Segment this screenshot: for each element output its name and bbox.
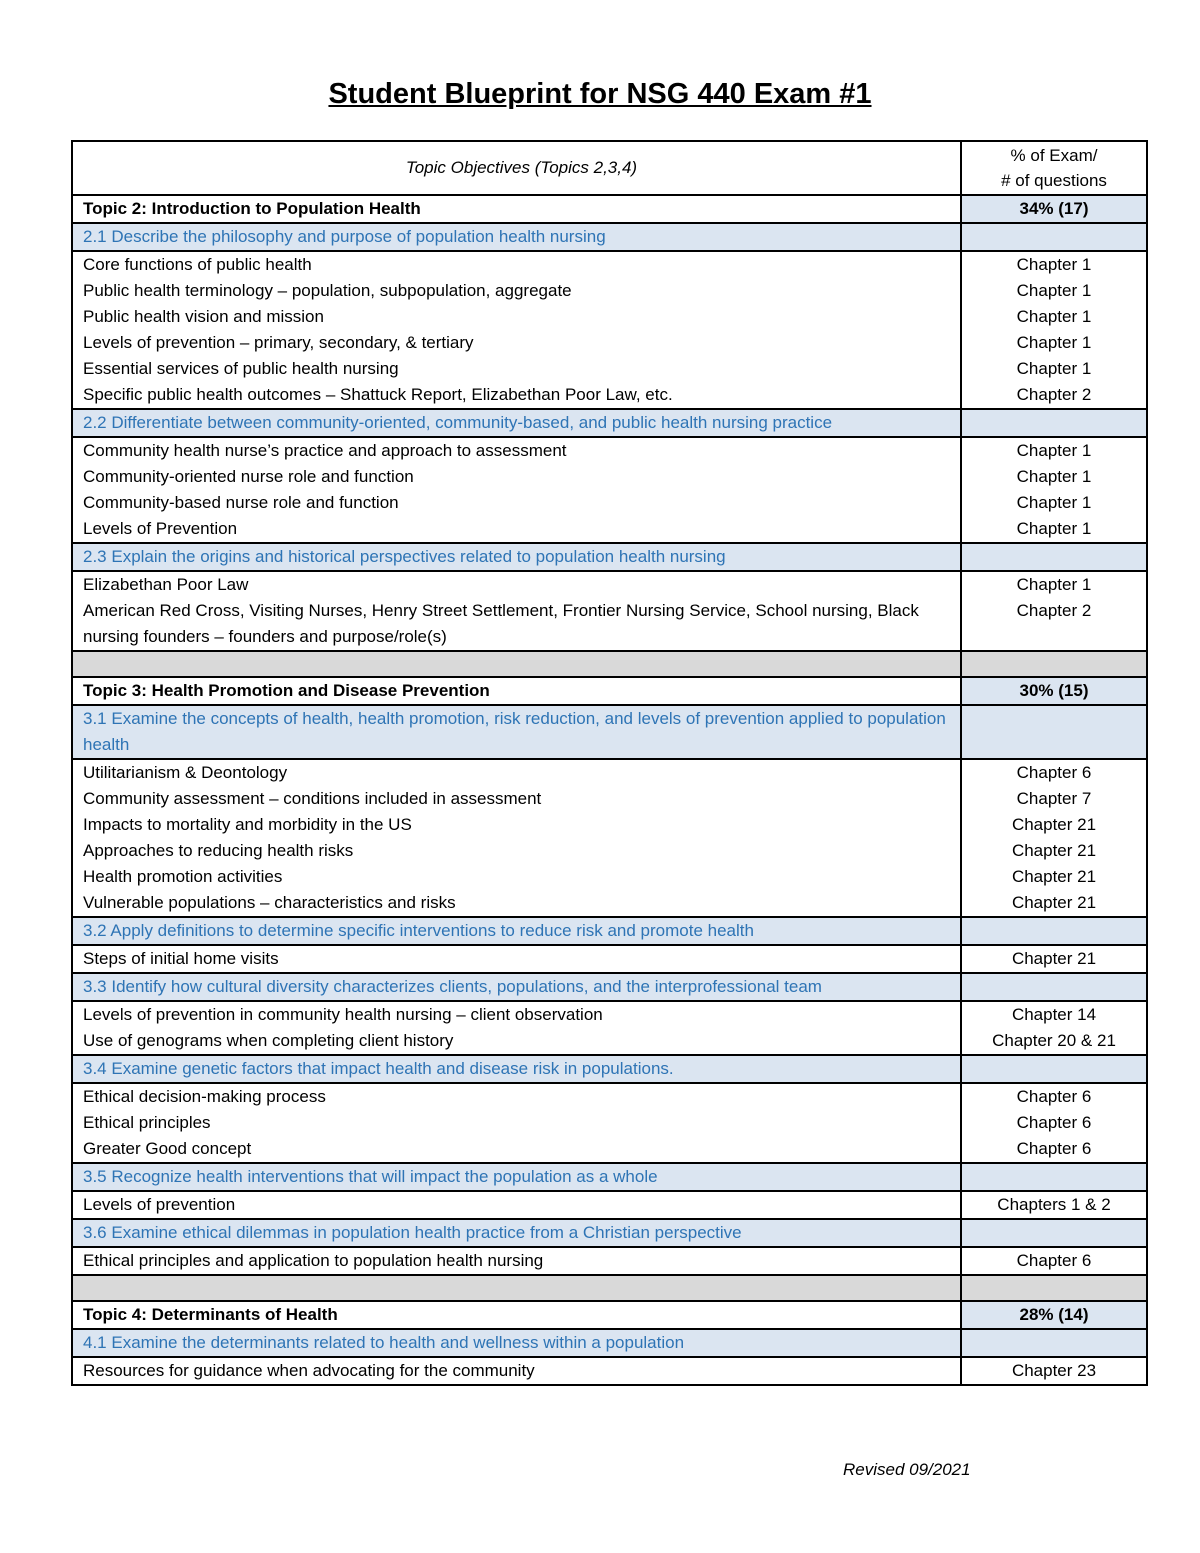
content-items-cell (72, 1247, 961, 1275)
content-row (72, 759, 1147, 917)
content-item: Approaches to reducing health risks (83, 841, 354, 860)
chapter-reference: Chapter 1 (1016, 467, 1092, 486)
content-item: Ethical principles and application to population health nursing (83, 1251, 544, 1270)
content-item: Steps of initial home visits (83, 949, 279, 968)
content-items-cell (72, 759, 961, 917)
objective-title: 2.1 Describe the philosophy and purpose of population health nursing (72, 223, 961, 251)
chapter-reference: Chapter 6 (1016, 1139, 1092, 1158)
separator-cell (72, 651, 961, 677)
chapter-reference: Chapter 23 (1011, 1361, 1097, 1380)
table-header-row (72, 141, 1147, 195)
content-item: Community health nurse’s practice and approach to assessment (83, 441, 567, 460)
objective-row (72, 1329, 1147, 1357)
chapter-cell (961, 1247, 1147, 1275)
objective-title: 3.3 Identify how cultural diversity characterizes clients, populations, and the interprofessional team (72, 973, 961, 1001)
content-item: Levels of prevention – primary, secondary, & tertiary (83, 333, 474, 352)
topic-row (72, 677, 1147, 705)
content-items-cell (72, 1083, 961, 1163)
chapter-reference: Chapter 21 (1011, 949, 1097, 968)
chapter-cell (961, 945, 1147, 973)
percent-header-line2: # of questions (1001, 171, 1107, 190)
objective-row (72, 705, 1147, 759)
content-item: Levels of Prevention (83, 519, 238, 538)
objective-row (72, 1163, 1147, 1191)
chapter-reference: Chapter 6 (1016, 1087, 1092, 1106)
objective-percent-cell (961, 409, 1147, 437)
content-row (72, 437, 1147, 543)
content-items-cell (72, 571, 961, 651)
objective-percent-cell (961, 1329, 1147, 1357)
content-item: Levels of prevention (83, 1195, 236, 1214)
content-items-cell (72, 1191, 961, 1219)
content-item: Greater Good concept (83, 1139, 252, 1158)
chapter-cell (961, 571, 1147, 651)
content-item: Community assessment – conditions included in assessment (83, 789, 542, 808)
content-row (72, 1191, 1147, 1219)
objective-title: 3.4 Examine genetic factors that impact health and disease risk in populations. (72, 1055, 961, 1083)
chapter-reference: Chapter 1 (1016, 281, 1092, 300)
chapter-reference: Chapter 21 (1011, 815, 1097, 834)
chapter-reference: Chapter 2 (1016, 385, 1092, 404)
chapter-reference: Chapter 21 (1011, 893, 1097, 912)
separator-row (72, 1275, 1147, 1301)
chapter-reference: Chapter 1 (1016, 307, 1092, 326)
topic-percent: 28% (14) (961, 1301, 1147, 1329)
content-item: Core functions of public health (83, 255, 312, 274)
chapter-reference: Chapter 6 (1016, 763, 1092, 782)
chapter-reference: Chapter 1 (1016, 493, 1092, 512)
content-items-cell (72, 437, 961, 543)
chapter-cell (961, 1001, 1147, 1055)
objective-percent-cell (961, 1055, 1147, 1083)
chapter-cell (961, 1191, 1147, 1219)
chapter-reference: Chapter 6 (1016, 1113, 1092, 1132)
topic-title: Topic 2: Introduction to Population Health (72, 195, 961, 223)
objective-row (72, 223, 1147, 251)
content-item: Vulnerable populations – characteristics and risks (83, 893, 456, 912)
separator-row (72, 651, 1147, 677)
content-row (72, 1357, 1147, 1385)
topic-row (72, 1301, 1147, 1329)
topic-title: Topic 4: Determinants of Health (72, 1301, 961, 1329)
objective-row (72, 1219, 1147, 1247)
content-item: Community-based nurse role and function (83, 493, 399, 512)
content-items-cell (72, 1001, 961, 1055)
objective-row (72, 1055, 1147, 1083)
chapter-reference: Chapter 7 (1016, 789, 1092, 808)
content-items-cell (72, 251, 961, 409)
content-row (72, 1247, 1147, 1275)
content-item: Community-oriented nurse role and function (83, 467, 414, 486)
separator-cell (961, 651, 1147, 677)
chapter-reference: Chapter 14 (1011, 1005, 1097, 1024)
objective-title: 2.3 Explain the origins and historical perspectives related to population health nursing (72, 543, 961, 571)
objective-row (72, 917, 1147, 945)
chapter-cell (961, 437, 1147, 543)
content-items-cell (72, 1357, 961, 1385)
chapter-reference: Chapter 1 (1016, 441, 1092, 460)
objective-title: 3.2 Apply definitions to determine specific interventions to reduce risk and promote health (72, 917, 961, 945)
content-row (72, 571, 1147, 651)
objective-row (72, 973, 1147, 1001)
objective-title: 2.2 Differentiate between community-oriented, community-based, and public health nursing practice (72, 409, 961, 437)
content-item: Impacts to mortality and morbidity in the US (83, 815, 412, 834)
content-item: Resources for guidance when advocating for the community (83, 1361, 535, 1380)
chapter-cell (961, 759, 1147, 917)
content-item: Specific public health outcomes – Shattuck Report, Elizabethan Poor Law, etc. (83, 385, 673, 404)
content-item: Utilitarianism & Deontology (83, 763, 288, 782)
objective-title: 4.1 Examine the determinants related to health and wellness within a population (72, 1329, 961, 1357)
content-items-cell (72, 945, 961, 973)
topic-row (72, 195, 1147, 223)
separator-cell (961, 1275, 1147, 1301)
objective-percent-cell (961, 973, 1147, 1001)
chapter-reference: Chapter 20 & 21 (992, 1031, 1116, 1050)
content-item: Public health terminology – population, subpopulation, aggregate (83, 281, 572, 300)
percent-header (961, 141, 1147, 195)
chapter-reference: Chapter 1 (1016, 359, 1092, 378)
revised-date: Revised 09/2021 (843, 1460, 971, 1479)
chapter-reference: Chapter 1 (1016, 575, 1092, 594)
chapter-reference: Chapter 6 (1016, 1251, 1092, 1270)
percent-header-line1: % of Exam/ (1010, 146, 1098, 165)
content-row (72, 251, 1147, 409)
chapter-cell (961, 251, 1147, 409)
objective-row (72, 543, 1147, 571)
blueprint-table (71, 140, 1148, 1386)
content-item: Essential services of public health nursing (83, 359, 399, 378)
content-item: Health promotion activities (83, 867, 283, 886)
chapter-reference: Chapter 21 (1011, 867, 1097, 886)
content-row (72, 945, 1147, 973)
objective-percent-cell (961, 543, 1147, 571)
content-item: Public health vision and mission (83, 307, 324, 326)
content-item: Elizabethan Poor Law (83, 575, 249, 594)
objectives-header: Topic Objectives (Topics 2,3,4) (72, 141, 961, 195)
separator-cell (72, 1275, 961, 1301)
objective-title: 3.6 Examine ethical dilemmas in population health practice from a Christian perspective (72, 1219, 961, 1247)
content-item: American Red Cross, Visiting Nurses, Henry Street Settlement, Frontier Nursing Service, School nursing, Black nursing founders – founders and purpose/role(s) (83, 601, 919, 646)
objective-row (72, 409, 1147, 437)
topic-title: Topic 3: Health Promotion and Disease Prevention (72, 677, 961, 705)
content-item: Ethical principles (83, 1113, 211, 1132)
objective-percent-cell (961, 223, 1147, 251)
objective-percent-cell (961, 917, 1147, 945)
content-row (72, 1083, 1147, 1163)
chapter-reference: Chapter 1 (1016, 255, 1092, 274)
document-title: Student Blueprint for NSG 440 Exam #1 (328, 78, 872, 110)
chapter-cell (961, 1083, 1147, 1163)
topic-percent: 34% (17) (961, 195, 1147, 223)
content-item: Use of genograms when completing client history (83, 1031, 454, 1050)
objective-title: 3.5 Recognize health interventions that will impact the population as a whole (72, 1163, 961, 1191)
topic-percent: 30% (15) (961, 677, 1147, 705)
objective-title: 3.1 Examine the concepts of health, health promotion, risk reduction, and levels of prevention applied to population health (72, 705, 961, 759)
objective-percent-cell (961, 705, 1147, 759)
chapter-cell (961, 1357, 1147, 1385)
content-item: Levels of prevention in community health nursing – client observation (83, 1005, 603, 1024)
objective-percent-cell (961, 1163, 1147, 1191)
chapter-reference: Chapter 2 (1016, 601, 1092, 620)
chapter-reference: Chapter 21 (1011, 841, 1097, 860)
chapter-reference: Chapter 1 (1016, 333, 1092, 352)
chapter-reference: Chapters 1 & 2 (997, 1195, 1111, 1214)
content-row (72, 1001, 1147, 1055)
chapter-reference: Chapter 1 (1016, 519, 1092, 538)
content-item: Ethical decision-making process (83, 1087, 326, 1106)
objective-percent-cell (961, 1219, 1147, 1247)
